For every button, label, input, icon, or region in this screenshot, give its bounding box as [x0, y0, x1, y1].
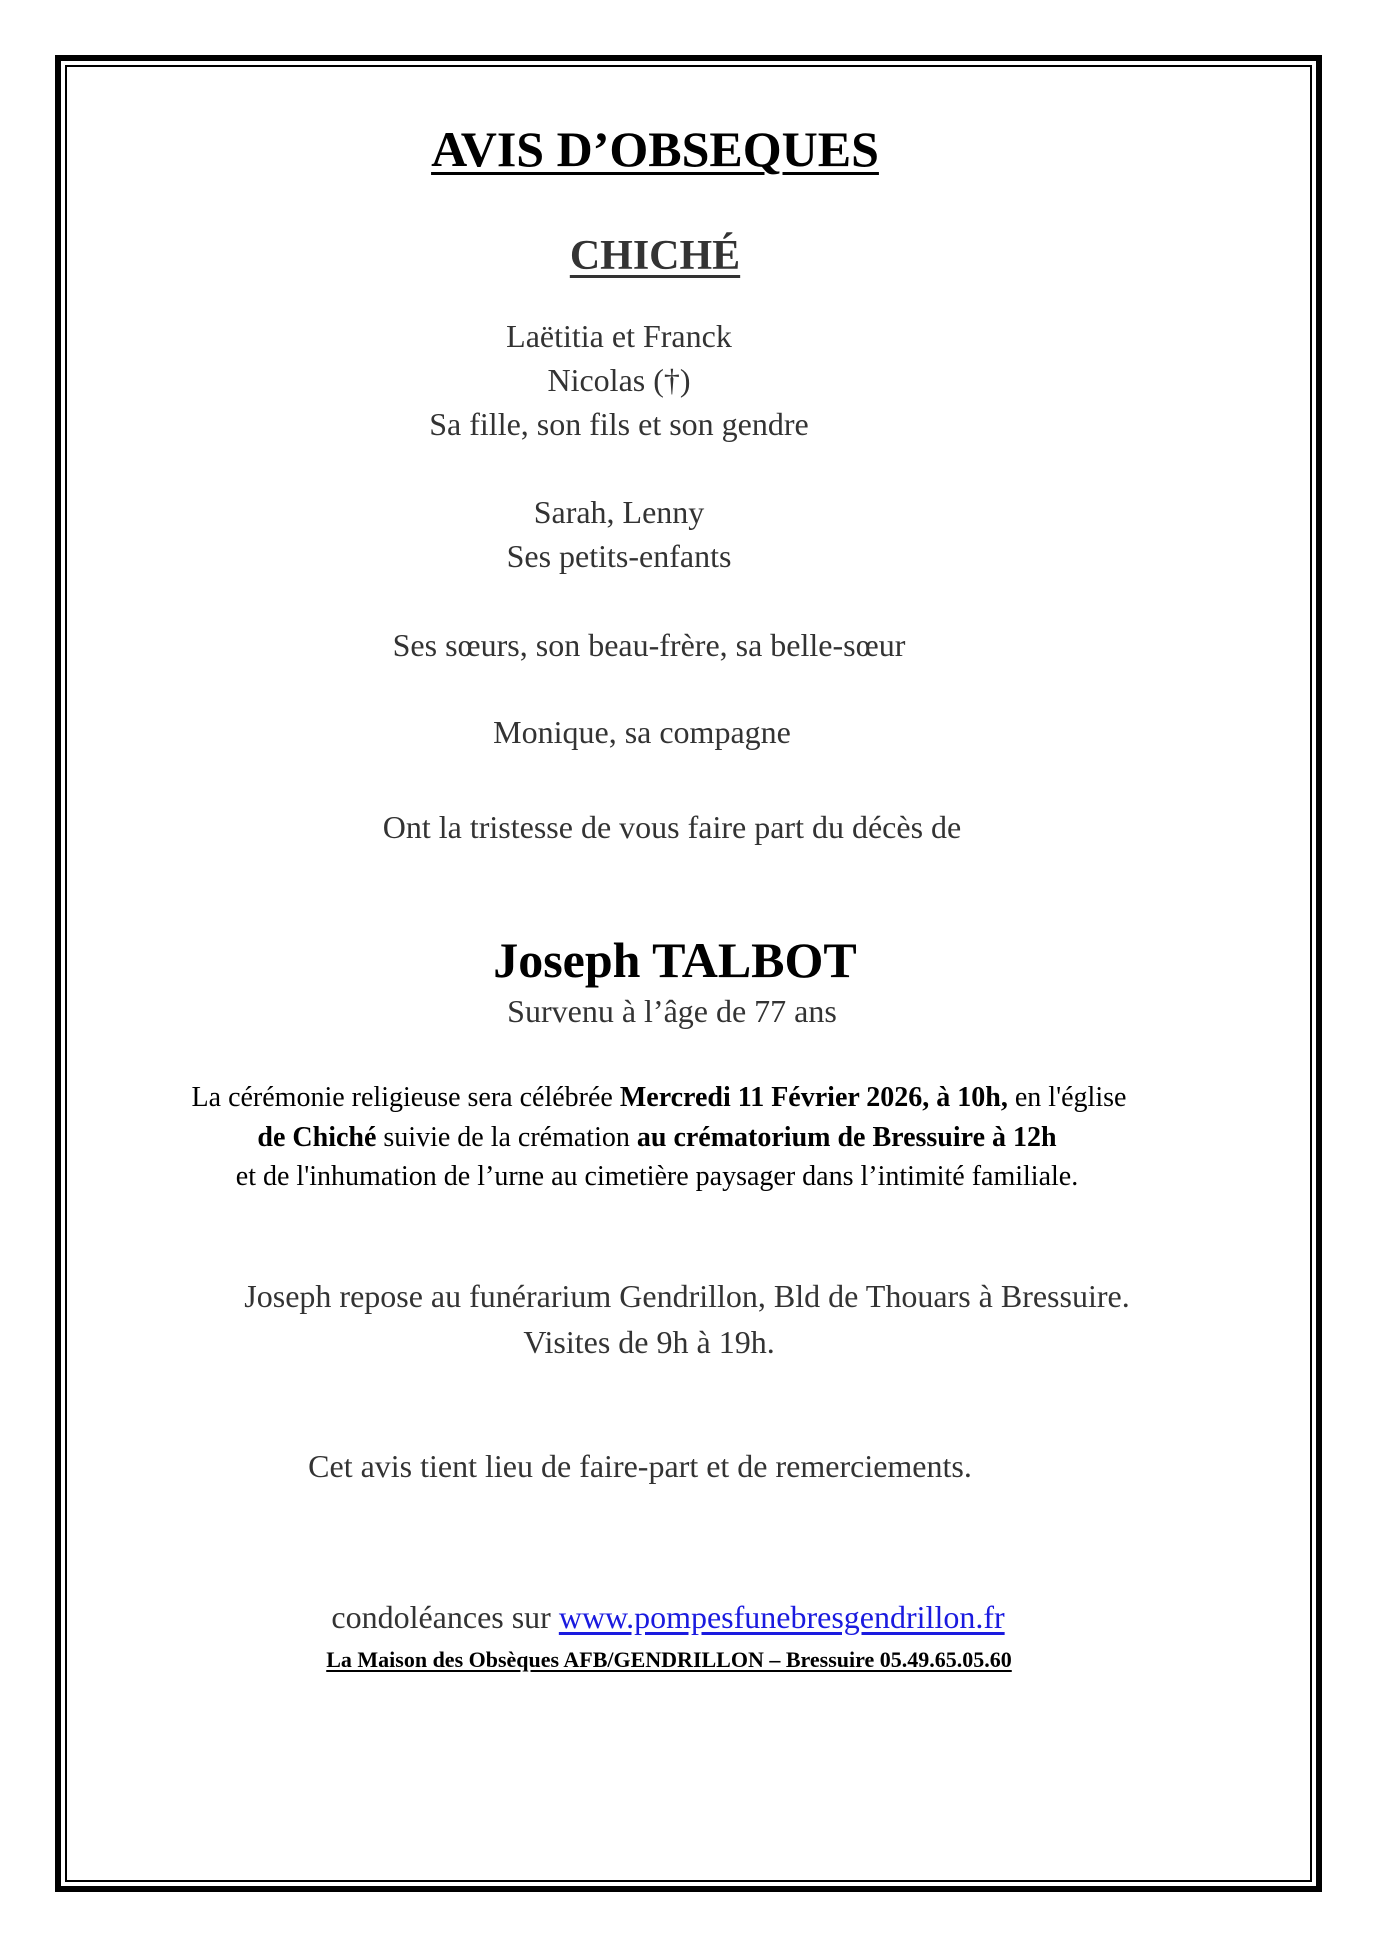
grandchildren-names: Sarah, Lenny: [533, 494, 705, 530]
son-name: Nicolas (†): [547, 362, 691, 398]
announcement: Ont la tristesse de vous faire part du décès de: [382, 809, 962, 845]
closing-statement: Cet avis tient lieu de faire-part et de remerciements.: [308, 1448, 972, 1484]
ceremony-church: en l'église: [1007, 1082, 1127, 1113]
visitation-location: Joseph repose au funérarium Gendrillon, Bld de Thouars à Bressuire.: [244, 1278, 1130, 1314]
grandchildren-relation: Ses petits-enfants: [506, 538, 732, 574]
ceremony-line-2: [0, 1122, 1346, 1154]
deceased-age: Survenu à l’âge de 77 ans: [507, 993, 837, 1029]
siblings: Ses sœurs, son beau-frère, sa belle-sœur: [392, 627, 906, 663]
company-info: La Maison des Obsèques AFB/GENDRILLON – Bressuire 05.49.65.05.60: [326, 1647, 1012, 1672]
ceremony-crematorium: au crématorium de Bressuire à 12h: [636, 1122, 1057, 1153]
notice-title: AVIS D’OBSEQUES: [431, 121, 879, 177]
deceased-name: Joseph TALBOT: [493, 932, 857, 988]
ceremony-intro: La cérémonie religieuse sera célébrée: [191, 1082, 620, 1113]
condolences-label: condoléances sur: [331, 1599, 559, 1635]
visitation-hours: Visites de 9h à 19h.: [523, 1324, 775, 1360]
condolences-line: [0, 1599, 1357, 1636]
ceremony-cremation: suivie de la crémation: [376, 1122, 637, 1153]
ceremony-place: de Chiché: [257, 1122, 377, 1153]
ceremony-line-3: et de l'inhumation de l’urne au cimetière paysager dans l’intimité familiale.: [235, 1161, 1079, 1192]
website-link[interactable]: www.pompesfunebresgendrillon.fr: [558, 1599, 1005, 1635]
town-heading: CHICHÉ: [569, 233, 741, 279]
ceremony-line-1: [0, 1082, 1348, 1114]
partner: Monique, sa compagne: [493, 714, 791, 750]
children-names: Laëtitia et Franck: [506, 318, 732, 354]
children-relation: Sa fille, son fils et son gendre: [429, 406, 809, 442]
ceremony-date: Mercredi 11 Février 2026, à 10h,: [619, 1082, 1008, 1113]
